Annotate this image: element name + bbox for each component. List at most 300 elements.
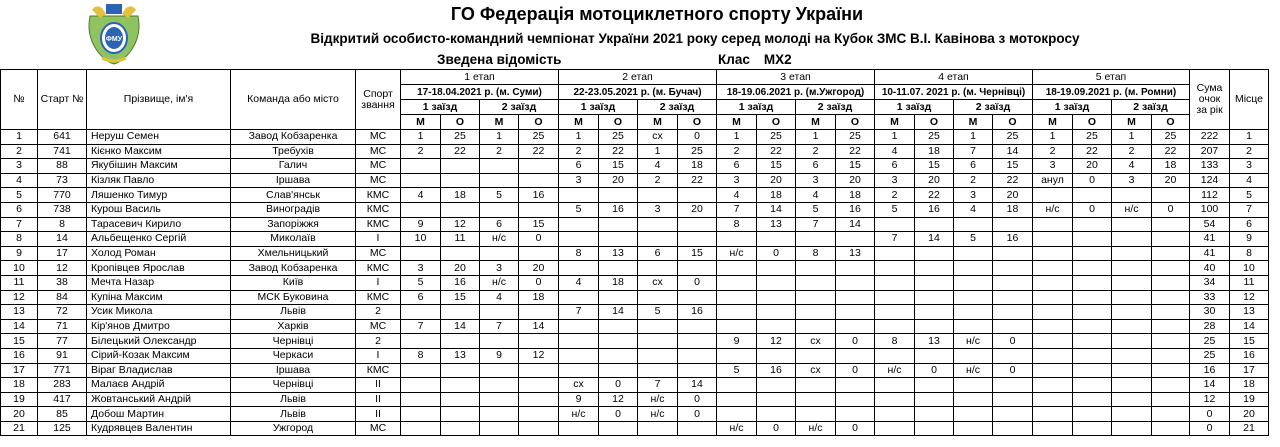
table-cell: 20 (1152, 173, 1190, 188)
table-cell: 85 (38, 407, 87, 422)
table-cell: Кудрявцев Валентин (87, 421, 231, 436)
table-cell (1112, 319, 1152, 334)
table-cell: 3 (796, 173, 836, 188)
table-cell (954, 275, 993, 290)
table-cell (519, 421, 559, 436)
table-cell: 0 (915, 363, 954, 378)
table-cell: 3 (480, 261, 519, 276)
table-cell: 22 (1073, 144, 1112, 159)
table-cell: 16 (1, 348, 38, 363)
table-cell: 16 (599, 202, 638, 217)
table-cell (796, 261, 836, 276)
table-cell: 15 (441, 290, 480, 305)
table-cell: 14 (836, 217, 875, 232)
table-cell (796, 378, 836, 393)
table-cell: 25 (519, 130, 559, 145)
table-cell: 0 (1152, 202, 1190, 217)
table-cell (1152, 378, 1190, 393)
table-cell (757, 275, 796, 290)
table-cell (954, 348, 993, 363)
table-cell (441, 246, 480, 261)
table-cell: 22 (757, 144, 796, 159)
table-cell: 18 (1, 378, 38, 393)
table-cell (1152, 407, 1190, 422)
table-row (1, 305, 1269, 320)
table-cell: 0 (1190, 407, 1230, 422)
table-cell (1112, 188, 1152, 203)
table-cell: 19 (1, 392, 38, 407)
table-cell (1073, 392, 1112, 407)
table-cell (1033, 334, 1073, 349)
table-cell: 1 (875, 130, 915, 145)
table-cell (1152, 246, 1190, 261)
table-cell: 9 (401, 217, 441, 232)
table-cell (1073, 421, 1112, 436)
table-cell (954, 290, 993, 305)
stage-4-race-1-o-header: О (915, 115, 954, 130)
table-cell (796, 392, 836, 407)
table-cell (1033, 421, 1073, 436)
table-cell (717, 305, 757, 320)
table-cell (519, 407, 559, 422)
table-row (1, 188, 1269, 203)
table-cell: 1 (796, 130, 836, 145)
table-cell: 2 (1, 144, 38, 159)
table-cell (599, 217, 638, 232)
table-cell: 14 (519, 319, 559, 334)
table-cell: 20 (1073, 159, 1112, 174)
table-cell: 12 (1230, 290, 1269, 305)
table-cell (915, 319, 954, 334)
table-cell (1073, 305, 1112, 320)
table-cell (1073, 378, 1112, 393)
table-cell: 417 (38, 392, 87, 407)
table-cell: 6 (559, 159, 599, 174)
table-cell: 20 (519, 261, 559, 276)
table-cell: 25 (1190, 348, 1230, 363)
table-cell: 16 (441, 275, 480, 290)
table-cell: 0 (757, 421, 796, 436)
table-cell (757, 348, 796, 363)
table-cell: 20 (678, 202, 717, 217)
table-cell (1112, 290, 1152, 305)
table-cell (1112, 392, 1152, 407)
col-name: Прізвище, ім'я (87, 70, 231, 130)
table-cell (993, 392, 1033, 407)
table-cell: І (356, 232, 401, 247)
table-cell (836, 290, 875, 305)
table-cell: 2 (1112, 144, 1152, 159)
table-cell (915, 348, 954, 363)
table-cell (559, 421, 599, 436)
table-cell (678, 217, 717, 232)
table-cell: 54 (1190, 217, 1230, 232)
table-cell: 22 (519, 144, 559, 159)
stage-3-race-2-header: 2 заїзд (796, 100, 875, 115)
table-cell: 7 (796, 217, 836, 232)
page-subtitle: Відкритий особисто-командний чемпіонат України 2021 року серед молоді на Кубок ЗМС В.І. Кавінова з мотокросу (310, 31, 1080, 46)
table-cell: 41 (1190, 232, 1230, 247)
table-cell (1152, 261, 1190, 276)
table-cell (1112, 275, 1152, 290)
table-cell: н/с (796, 421, 836, 436)
table-cell (519, 378, 559, 393)
table-cell (441, 392, 480, 407)
table-cell: 124 (1190, 173, 1230, 188)
table-cell (441, 421, 480, 436)
table-cell (678, 334, 717, 349)
table-cell: 125 (38, 421, 87, 436)
table-cell: 10 (1, 261, 38, 276)
table-cell: 9 (1230, 232, 1269, 247)
table-cell: 22 (1152, 144, 1190, 159)
table-cell: 0 (678, 392, 717, 407)
table-cell: н/с (717, 421, 757, 436)
table-cell: 741 (38, 144, 87, 159)
table-cell: 5 (875, 202, 915, 217)
table-cell (717, 232, 757, 247)
stage-4-race-2-header: 2 заїзд (954, 100, 1033, 115)
table-cell (519, 246, 559, 261)
table-cell: 88 (38, 159, 87, 174)
stage-5-race-1-o-header: О (1073, 115, 1112, 130)
table-cell: 7 (559, 305, 599, 320)
table-cell: 4 (875, 144, 915, 159)
table-cell (401, 305, 441, 320)
table-cell (599, 363, 638, 378)
table-cell (1073, 290, 1112, 305)
table-cell: Львів (231, 305, 356, 320)
table-cell: 7 (401, 319, 441, 334)
table-cell (638, 363, 678, 378)
table-cell: 4 (1, 173, 38, 188)
table-cell (1152, 348, 1190, 363)
table-cell: анул (1033, 173, 1073, 188)
table-cell: 5 (1230, 188, 1269, 203)
table-cell: 771 (38, 363, 87, 378)
table-cell: 14 (1, 319, 38, 334)
table-cell: сх (796, 334, 836, 349)
table-cell: 0 (836, 421, 875, 436)
table-cell: 12 (1190, 392, 1230, 407)
table-row (1, 319, 1269, 334)
table-cell: 2 (1230, 144, 1269, 159)
table-cell (519, 159, 559, 174)
table-cell (1033, 290, 1073, 305)
table-cell (1033, 217, 1073, 232)
table-cell: н/с (717, 246, 757, 261)
table-cell: МС (356, 173, 401, 188)
table-cell (678, 232, 717, 247)
table-cell (441, 173, 480, 188)
table-cell (1152, 421, 1190, 436)
table-cell: сх (638, 275, 678, 290)
table-cell: 641 (38, 130, 87, 145)
stage-5-date: 18-19.09.2021 р. (м. Ромни) (1033, 85, 1190, 100)
table-cell (559, 363, 599, 378)
table-cell: Чернівці (231, 334, 356, 349)
table-row (1, 378, 1269, 393)
table-cell (915, 421, 954, 436)
table-cell: 19 (1230, 392, 1269, 407)
table-cell (441, 334, 480, 349)
table-cell (915, 246, 954, 261)
table-cell: Київ (231, 275, 356, 290)
table-cell: 12 (1, 290, 38, 305)
table-cell (1152, 188, 1190, 203)
logo-text: ФМУ (105, 36, 123, 43)
table-cell (519, 173, 559, 188)
table-cell: 738 (38, 202, 87, 217)
table-cell (993, 421, 1033, 436)
table-cell (559, 319, 599, 334)
table-cell: 9 (1, 246, 38, 261)
table-cell (1033, 407, 1073, 422)
table-cell (599, 188, 638, 203)
table-cell: 14 (1230, 319, 1269, 334)
table-cell: 7 (638, 378, 678, 393)
table-cell (993, 261, 1033, 276)
stage-2-race-2-o-header: О (678, 115, 717, 130)
table-cell (1073, 363, 1112, 378)
table-cell: 3 (401, 261, 441, 276)
table-cell (915, 305, 954, 320)
stage-2-race-2-m-header: М (638, 115, 678, 130)
table-cell: 73 (38, 173, 87, 188)
table-cell (599, 290, 638, 305)
table-cell: 2 (954, 173, 993, 188)
table-cell (875, 275, 915, 290)
table-cell: 8 (717, 217, 757, 232)
table-cell (757, 261, 796, 276)
stage-5-race-2-header: 2 заїзд (1112, 100, 1190, 115)
table-cell (480, 378, 519, 393)
table-cell (757, 319, 796, 334)
table-cell (954, 319, 993, 334)
stage-1-race-1-header: 1 заїзд (401, 100, 480, 115)
table-cell: 17 (38, 246, 87, 261)
table-cell: Сірий-Козак Максим (87, 348, 231, 363)
table-cell: 20 (757, 173, 796, 188)
table-cell (638, 319, 678, 334)
stage-1-race-1-m-header: М (401, 115, 441, 130)
table-cell: н/с (1112, 202, 1152, 217)
table-cell (1112, 348, 1152, 363)
table-cell (1073, 246, 1112, 261)
table-cell: 71 (38, 319, 87, 334)
table-cell: 8 (38, 217, 87, 232)
table-cell (1033, 275, 1073, 290)
table-cell: Ляшенко Тимур (87, 188, 231, 203)
table-cell (875, 261, 915, 276)
table-cell (1033, 392, 1073, 407)
table-cell (757, 378, 796, 393)
table-cell: 0 (519, 275, 559, 290)
table-cell: 6 (480, 217, 519, 232)
table-cell (441, 378, 480, 393)
table-cell (836, 378, 875, 393)
table-cell (638, 217, 678, 232)
table-cell (401, 159, 441, 174)
table-cell: н/с (480, 232, 519, 247)
table-cell (1073, 261, 1112, 276)
table-cell (1073, 407, 1112, 422)
table-cell: Миколаїв (231, 232, 356, 247)
table-cell: 133 (1190, 159, 1230, 174)
table-cell: 11 (441, 232, 480, 247)
stage-4-race-2-m-header: М (954, 115, 993, 130)
table-cell: І (356, 275, 401, 290)
table-cell: 6 (401, 290, 441, 305)
table-cell: КМС (356, 363, 401, 378)
table-cell: Добош Мартин (87, 407, 231, 422)
table-cell: Галич (231, 159, 356, 174)
table-cell: 5 (401, 275, 441, 290)
table-cell: 40 (1190, 261, 1230, 276)
table-cell: 13 (757, 217, 796, 232)
table-cell (757, 290, 796, 305)
stage-2-race-1-header: 1 заїзд (559, 100, 638, 115)
table-cell: Чернівці (231, 378, 356, 393)
table-cell (796, 290, 836, 305)
table-cell (441, 363, 480, 378)
table-cell: 6 (1230, 217, 1269, 232)
table-cell: 7 (1230, 202, 1269, 217)
table-cell: Львів (231, 407, 356, 422)
table-cell: Мечта Назар (87, 275, 231, 290)
table-cell: 2 (559, 144, 599, 159)
table-cell: 4 (401, 188, 441, 203)
table-cell: 222 (1190, 130, 1230, 145)
table-cell: 1 (1, 130, 38, 145)
table-cell (993, 217, 1033, 232)
table-cell: 16 (915, 202, 954, 217)
table-cell: Іршава (231, 173, 356, 188)
table-cell: Требухів (231, 144, 356, 159)
table-cell: 4 (796, 188, 836, 203)
table-cell: 0 (519, 232, 559, 247)
table-cell (1073, 188, 1112, 203)
table-cell (875, 392, 915, 407)
table-cell (757, 232, 796, 247)
table-cell (915, 261, 954, 276)
table-cell: 1 (480, 130, 519, 145)
table-cell (401, 392, 441, 407)
table-cell: 21 (1, 421, 38, 436)
table-cell (559, 261, 599, 276)
table-cell (836, 392, 875, 407)
table-cell: 20 (441, 261, 480, 276)
stage-4-label: 4 етап (875, 70, 1033, 85)
table-cell: Кропівцев Ярослав (87, 261, 231, 276)
table-cell: 1 (638, 144, 678, 159)
table-cell: Усик Микола (87, 305, 231, 320)
table-cell: 1 (1112, 130, 1152, 145)
table-row (1, 130, 1269, 145)
col-no: № (1, 70, 38, 130)
table-cell: Віраг Владислав (87, 363, 231, 378)
table-cell: 6 (717, 159, 757, 174)
table-row (1, 261, 1269, 276)
stage-5-race-1-m-header: М (1033, 115, 1073, 130)
table-cell: Білецький Олександр (87, 334, 231, 349)
table-cell: 0 (993, 363, 1033, 378)
table-cell (875, 290, 915, 305)
table-cell (954, 378, 993, 393)
table-cell (1033, 348, 1073, 363)
table-cell (1112, 232, 1152, 247)
table-cell (559, 188, 599, 203)
table-cell: 33 (1190, 290, 1230, 305)
table-cell (638, 261, 678, 276)
table-cell: 14 (915, 232, 954, 247)
table-cell: 6 (796, 159, 836, 174)
table-cell: МС (356, 246, 401, 261)
table-cell: 15 (599, 159, 638, 174)
table-cell (836, 319, 875, 334)
table-cell: 18 (519, 290, 559, 305)
table-cell (401, 363, 441, 378)
table-cell: 25 (1073, 130, 1112, 145)
table-cell: 0 (993, 334, 1033, 349)
table-cell: 2 (638, 173, 678, 188)
table-cell: 91 (38, 348, 87, 363)
table-cell: 16 (993, 232, 1033, 247)
table-cell: 15 (519, 217, 559, 232)
table-cell (480, 407, 519, 422)
table-cell (1033, 319, 1073, 334)
table-cell: 20 (993, 188, 1033, 203)
stage-2-date: 22-23.05.2021 р. (м. Бучач) (559, 85, 717, 100)
table-cell (678, 421, 717, 436)
table-cell: 4 (559, 275, 599, 290)
table-cell: 7 (875, 232, 915, 247)
table-cell (993, 305, 1033, 320)
table-cell (401, 421, 441, 436)
table-cell (954, 392, 993, 407)
table-cell: 25 (836, 130, 875, 145)
table-cell (1033, 261, 1073, 276)
stage-5-race-1-header: 1 заїзд (1033, 100, 1112, 115)
table-row (1, 173, 1269, 188)
table-cell: 5 (559, 202, 599, 217)
table-row (1, 246, 1269, 261)
table-cell: 14 (38, 232, 87, 247)
stage-1-race-2-m-header: М (480, 115, 519, 130)
table-cell (1112, 305, 1152, 320)
table-cell: 5 (1, 188, 38, 203)
table-cell: 25 (678, 144, 717, 159)
page-title: ГО Федерація мотоциклетного спорту України (450, 4, 864, 24)
table-row (1, 144, 1269, 159)
table-cell: 5 (480, 188, 519, 203)
table-cell (915, 378, 954, 393)
table-cell: ІІ (356, 378, 401, 393)
table-cell (401, 334, 441, 349)
table-cell: 2 (717, 144, 757, 159)
table-cell: Харків (231, 319, 356, 334)
table-cell (915, 217, 954, 232)
table-cell: МСК Буковина (231, 290, 356, 305)
table-cell: Кір'янов Дмитро (87, 319, 231, 334)
table-cell (519, 392, 559, 407)
stage-3-date: 18-19.06.2021 р. (м.Ужгород) (717, 85, 875, 100)
table-cell (1112, 378, 1152, 393)
table-cell: 207 (1190, 144, 1230, 159)
table-cell: 16 (519, 188, 559, 203)
table-cell: 21 (1230, 421, 1269, 436)
table-cell: 18 (678, 159, 717, 174)
